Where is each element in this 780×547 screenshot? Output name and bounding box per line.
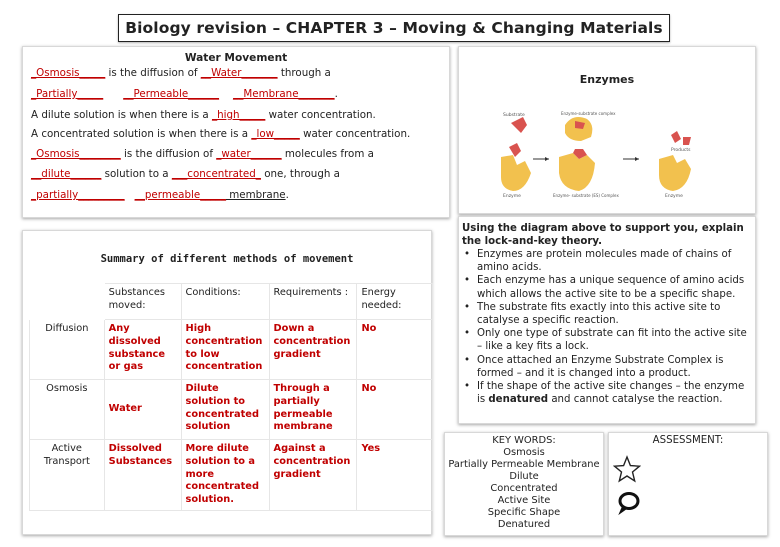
text-fragment: A concentrated solution is when there is a [31,128,252,140]
explain-bullet: • Only one type of substrate can fit into the active site – like a key fits a lock. [462,327,754,353]
water-movement-title: Water Movement [184,52,288,64]
explain-bullet: • The substrate fits exactly into this active site to catalyse a specific reaction. [462,301,754,327]
es-complex-shape [559,149,595,191]
method-diffusion: Diffusion [30,320,105,380]
lock-and-key-diagram [495,111,715,201]
table-row [30,320,433,380]
header-energy: Energy needed: [357,284,433,320]
method-active-transport: Active Transport [30,440,105,511]
assessment-title: ASSESSMENT: [652,435,724,446]
water-line-1 [31,67,331,79]
explain-lead: Using the diagram above to support you, explain the lock-and-key theory. [462,223,744,248]
summary-title: Summary of different methods of movement [100,253,354,265]
text-fragment: water concentration. [299,128,411,140]
water-line-2 [31,88,338,100]
key-word: Dilute [509,471,539,482]
enzyme-shape-left [501,143,531,191]
text-fragment: A dilute solution is when there is a [31,109,212,121]
key-word: Concentrated [490,483,558,494]
table-row [30,380,433,440]
answer-permeable: __Permeable______ [123,88,220,100]
assessment-panel [608,432,768,536]
movement-methods-table [29,283,433,511]
water-line-5 [31,148,374,160]
explain-bullet [462,380,754,406]
lock-and-key-explanation-panel [458,216,756,424]
denatured-word: denatured [488,394,549,406]
answer-osmosis: _Osmosis_____ [31,67,106,79]
key-words-panel [444,432,604,536]
answer-partially: _Partially_____ [31,88,104,100]
method-osmosis: Osmosis [30,380,105,440]
text-fragment: is the diffusion of [120,148,217,160]
text-fragment: is the diffusion of [105,67,201,79]
table-cell: No [357,320,433,380]
answer-low: _low_____ [251,128,300,140]
substrate-shape [511,117,527,133]
label-substrate: Substrate [503,113,525,118]
key-word: Osmosis [503,447,545,458]
text-fragment: . [334,88,338,100]
table-cell: Against a concentration gradient [269,440,357,511]
header-requirements: Requirements : [269,284,357,320]
label-enzyme: Enzyme [503,194,521,199]
answer-concentrated: ___concentrated_ [171,168,261,180]
explain-bullet: • Each enzyme has a unique sequence of amino acids which allows the active site to be a specific shape. [462,274,754,300]
text-fragment: . [285,189,289,201]
enzyme-shape-right [659,155,691,191]
products-shape [671,131,691,145]
label-enzyme-right: Enzyme [665,194,683,199]
arrow-head-icon [545,157,549,161]
text-fragment: membrane [225,189,286,201]
enzymes-title: Enzymes [579,73,635,86]
explain-bullet: • Once attached an Enzyme Substrate Complex is formed – and it is changed into a product. [462,354,754,380]
label-products: Products [671,148,691,153]
explain-bullet: • Enzymes are protein molecules made of chains of amino acids. [462,248,754,274]
speech-bubble-icon [615,491,641,517]
table-cell: Down a concentration gradient [269,320,357,380]
table-cell: Yes [357,440,433,511]
water-movement-panel [22,46,450,218]
label-complex: Enzyme-substrate complex [561,111,616,116]
key-word: Denatured [497,519,551,530]
water-line-3 [31,109,376,121]
text-fragment: one, through a [260,168,340,180]
table-cell: High concentration to low concentration [181,320,269,380]
answer-water: __Water_______ [200,67,278,79]
table-row [30,440,433,511]
text-fragment: If the shape of the active site changes – the enzyme is [477,381,745,406]
star-icon [613,455,641,483]
answer-dilute: __dilute______ [31,168,102,180]
enzymes-panel [458,46,756,214]
text-fragment: through a [277,67,331,79]
table-header-row [30,284,433,320]
summary-panel [22,230,432,535]
water-line-6 [31,168,340,180]
page-title-box [118,14,670,42]
key-words-title: KEY WORDS: [492,435,556,446]
table-cell: Dissolved Substances [104,440,181,511]
answer-osmosis-2: _Osmosis________ [31,148,121,160]
table-corner [30,284,105,320]
text-fragment: and cannot catalyse the reaction. [548,394,723,406]
answer-water-2: _water______ [216,148,282,160]
table-cell: More dilute solution to a more concentrated solution. [181,440,269,511]
table-cell: Any dissolved substance or gas [104,320,181,380]
text-fragment: molecules from a [281,148,374,160]
text-fragment: water concentration. [265,109,376,121]
table-cell: Dilute solution to concentrated solution [181,380,269,440]
answer-permeable-2: __permeable_____ [134,189,226,201]
page-title: Biology revision – CHAPTER 3 – Moving & Changing Materials [125,19,663,37]
text-fragment: solution to a [101,168,172,180]
arrow-head-icon [635,157,639,161]
explain-bullets [462,248,754,406]
answer-high: _high_____ [211,109,266,121]
key-word: Active Site [497,495,551,506]
label-es-complex: Enzyme- substrate (ES) Complex [553,193,619,198]
water-line-4 [31,128,410,140]
key-word: Specific Shape [487,507,561,518]
table-cell: Water [104,380,181,440]
water-line-7 [31,189,289,201]
key-word: Partially Permeable Membrane [448,459,600,470]
table-cell: No [357,380,433,440]
header-substances: Substances moved: [104,284,181,320]
complex-shape [565,117,592,141]
table-cell: Through a partially permeable membrane [269,380,357,440]
answer-partially-2: _partially_________ [31,189,125,201]
answer-membrane: __Membrane_______ [233,88,335,100]
header-conditions: Conditions: [181,284,269,320]
